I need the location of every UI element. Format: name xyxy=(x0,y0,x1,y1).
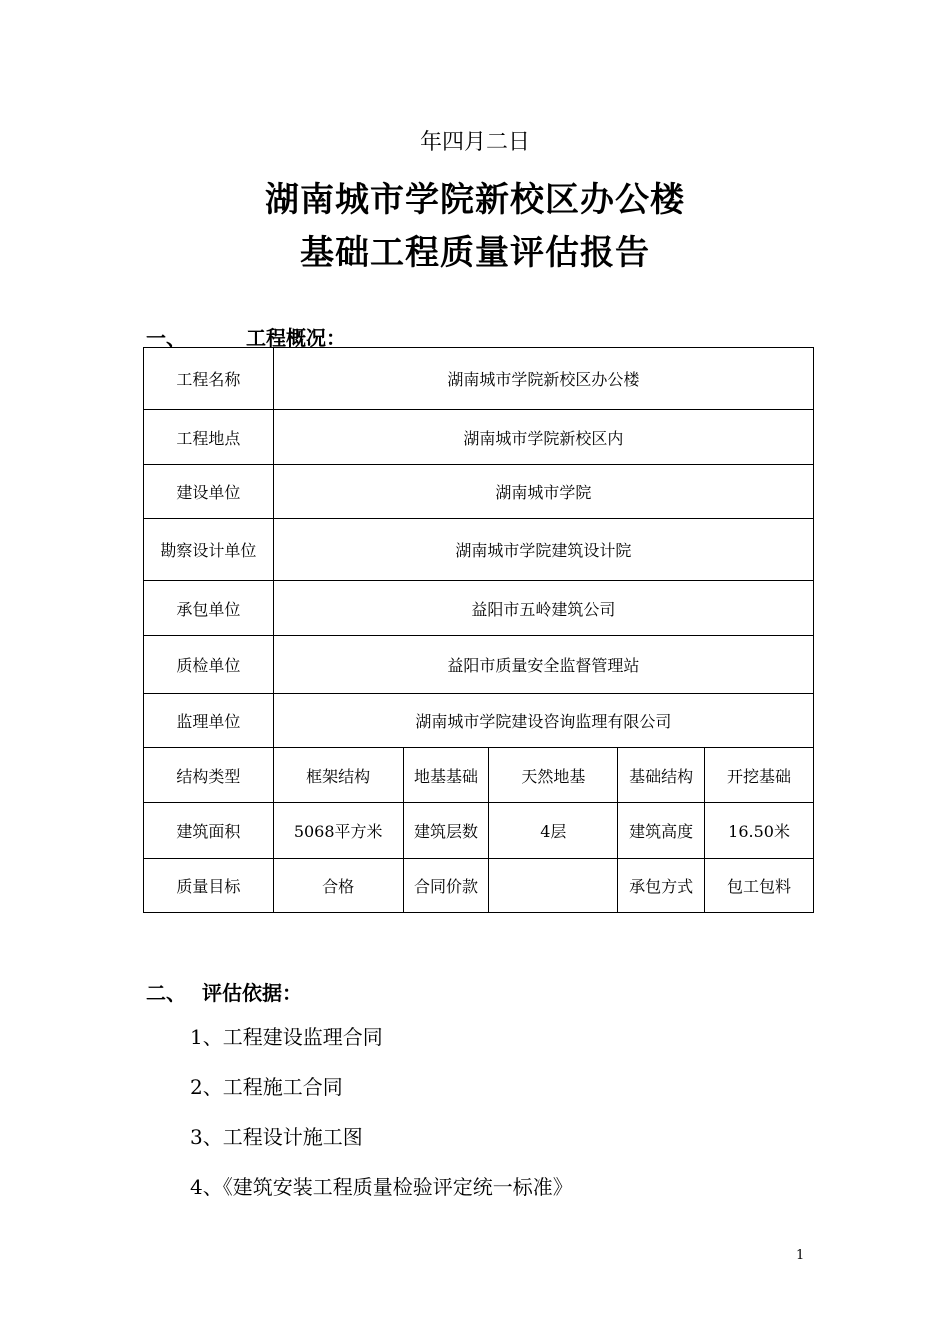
cell-value: 湖南城市学院新校区办公楼 xyxy=(273,348,813,410)
cell-label: 合同价款 xyxy=(403,859,489,913)
cell-label: 承包单位 xyxy=(144,581,274,636)
cell-label: 质检单位 xyxy=(144,636,274,694)
table-row-quality xyxy=(144,859,814,913)
cell-value: 湖南城市学院建筑设计院 xyxy=(273,519,813,581)
cell-value: 包工包料 xyxy=(705,859,814,913)
table-row-area xyxy=(144,803,814,859)
cell-label: 建筑面积 xyxy=(144,803,274,859)
cell-label: 建筑高度 xyxy=(618,803,705,859)
cell-label: 建筑层数 xyxy=(403,803,489,859)
section-label: 工程概况： xyxy=(246,326,346,350)
table-row-structure xyxy=(144,748,814,803)
section-number: 二、 xyxy=(146,981,186,1005)
report-title-line2: 基础工程质量评估报告 xyxy=(300,233,650,273)
cell-label: 基础结构 xyxy=(618,748,705,803)
cell-value: 湖南城市学院 xyxy=(273,465,813,519)
cell-value: 框架结构 xyxy=(273,748,403,803)
section-label: 评估依据： xyxy=(202,981,302,1005)
project-overview-table xyxy=(143,347,814,913)
cell-value: 合格 xyxy=(273,859,403,913)
table-row-owner xyxy=(144,465,814,519)
table-row-location xyxy=(144,410,814,465)
cell-label: 结构类型 xyxy=(144,748,274,803)
table-row-inspector xyxy=(144,636,814,694)
cell-value: 天然地基 xyxy=(489,748,618,803)
basis-list xyxy=(190,1020,573,1220)
table-row-supervisor xyxy=(144,694,814,748)
list-item: 3、工程设计施工图 xyxy=(190,1125,363,1149)
cell-label: 工程地点 xyxy=(144,410,274,465)
cell-value: 益阳市质量安全监督管理站 xyxy=(273,636,813,694)
list-item: 4、《建筑安装工程质量检验评定统一标准》 xyxy=(190,1175,573,1199)
section-number: 一、 xyxy=(146,326,186,350)
cell-label: 质量目标 xyxy=(144,859,274,913)
cell-label: 监理单位 xyxy=(144,694,274,748)
cell-value: 5068平方米 xyxy=(273,803,403,859)
table-row-contractor xyxy=(144,581,814,636)
cell-value: 4层 xyxy=(489,803,618,859)
cell-label: 承包方式 xyxy=(618,859,705,913)
cell-value xyxy=(489,859,618,913)
date-line: 年四月二日 xyxy=(419,130,530,155)
list-item: 1、工程建设监理合同 xyxy=(190,1025,383,1049)
cell-value: 16.50米 xyxy=(705,803,814,859)
cell-label: 建设单位 xyxy=(144,465,274,519)
cell-value: 湖南城市学院新校区内 xyxy=(273,410,813,465)
cell-value: 湖南城市学院建设咨询监理有限公司 xyxy=(273,694,813,748)
page-number: 1 xyxy=(796,1248,805,1263)
list-item: 2、工程施工合同 xyxy=(190,1075,343,1099)
table-row-designer xyxy=(144,519,814,581)
cell-label: 勘察设计单位 xyxy=(144,519,274,581)
cell-value: 益阳市五岭建筑公司 xyxy=(273,581,813,636)
section-heading-basis xyxy=(146,977,302,1006)
cell-label: 工程名称 xyxy=(144,348,274,410)
cell-value: 开挖基础 xyxy=(705,748,814,803)
report-title-line1: 湖南城市学院新校区办公楼 xyxy=(265,180,685,220)
table-row-project-name xyxy=(144,348,814,410)
cell-label: 地基基础 xyxy=(403,748,489,803)
